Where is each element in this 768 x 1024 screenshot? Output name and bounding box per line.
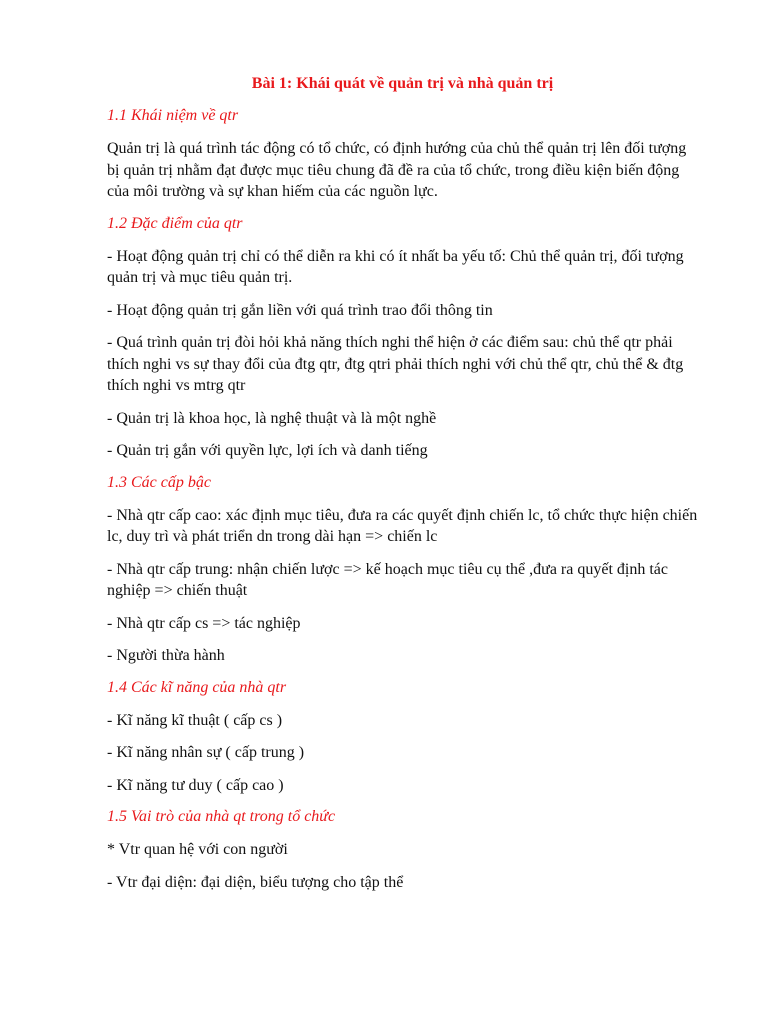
document-title: Bài 1: Khái quát về quản trị và nhà quản trị [251,75,554,92]
paragraph: - Quản trị gắn với quyền lực, lợi ích và danh tiếng [107,442,428,459]
paragraph: - Kĩ năng nhân sự ( cấp trung ) [107,744,305,761]
section-heading-1-2: 1.2 Đặc điểm của qtr [107,214,243,232]
paragraph: - Nhà qtr cấp trung: nhận chiến lược => kế hoạch mục tiêu cụ thể ,đưa ra quyết định tác nghiệp => chiến thuật [107,560,668,599]
paragraph: - Hoạt động quản trị chỉ có thể diễn ra khi có ít nhất ba yếu tố: Chủ thể quản trị, đối tượng quản trị và mục tiêu quản trị. [107,247,684,286]
section-heading-1-5: 1.5 Vai trò của nhà qt trong tổ chức [107,808,336,825]
paragraph: - Nhà qtr cấp cs => tác nghiệp [107,614,301,632]
paragraph: - Hoạt động quản trị gắn liền với quá trình trao đổi thông tin [107,301,493,319]
paragraph: - Quá trình quản trị đòi hỏi khả năng thích nghi thể hiện ở các điểm sau: chủ thể qtr phải thích nghi vs sự thay đổi của đtg qtr, đtg qtri phải thích nghi với chủ thể qtr, chủ thể & đtg thích nghi vs mtrg qtr [107,334,684,394]
paragraph: - Người thừa hành [107,647,225,664]
paragraph: Quản trị là quá trình tác động có tổ chức, có định hướng của chủ thể quản trị lên đối tượng bị quản trị nhằm đạt được mục tiêu chung đã đề ra của tổ chức, trong điều kiện biến động của môi trường và sự khan hiếm của các nguồn lực. [107,140,687,200]
section-heading-1-4: 1.4 Các kĩ năng của nhà qtr [107,678,287,696]
section-heading-1-1: 1.1 Khái niệm về qtr [107,107,239,124]
paragraph: - Nhà qtr cấp cao: xác định mục tiêu, đưa ra các quyết định chiến lc, tổ chức thực hiện chiến lc, duy trì và phát triển dn trong dài hạn => chiến lc [107,506,698,545]
paragraph: - Quản trị là khoa học, là nghệ thuật và là một nghề [107,409,437,427]
paragraph: * Vtr quan hệ với con người [107,841,288,858]
paragraph: - Kĩ năng kĩ thuật ( cấp cs ) [107,711,283,729]
section-heading-1-3: 1.3 Các cấp bậc [107,473,211,491]
paragraph: - Kĩ năng tư duy ( cấp cao ) [107,776,284,794]
paragraph: - Vtr đại diện: đại diện, biểu tượng cho tập thể [107,873,404,891]
